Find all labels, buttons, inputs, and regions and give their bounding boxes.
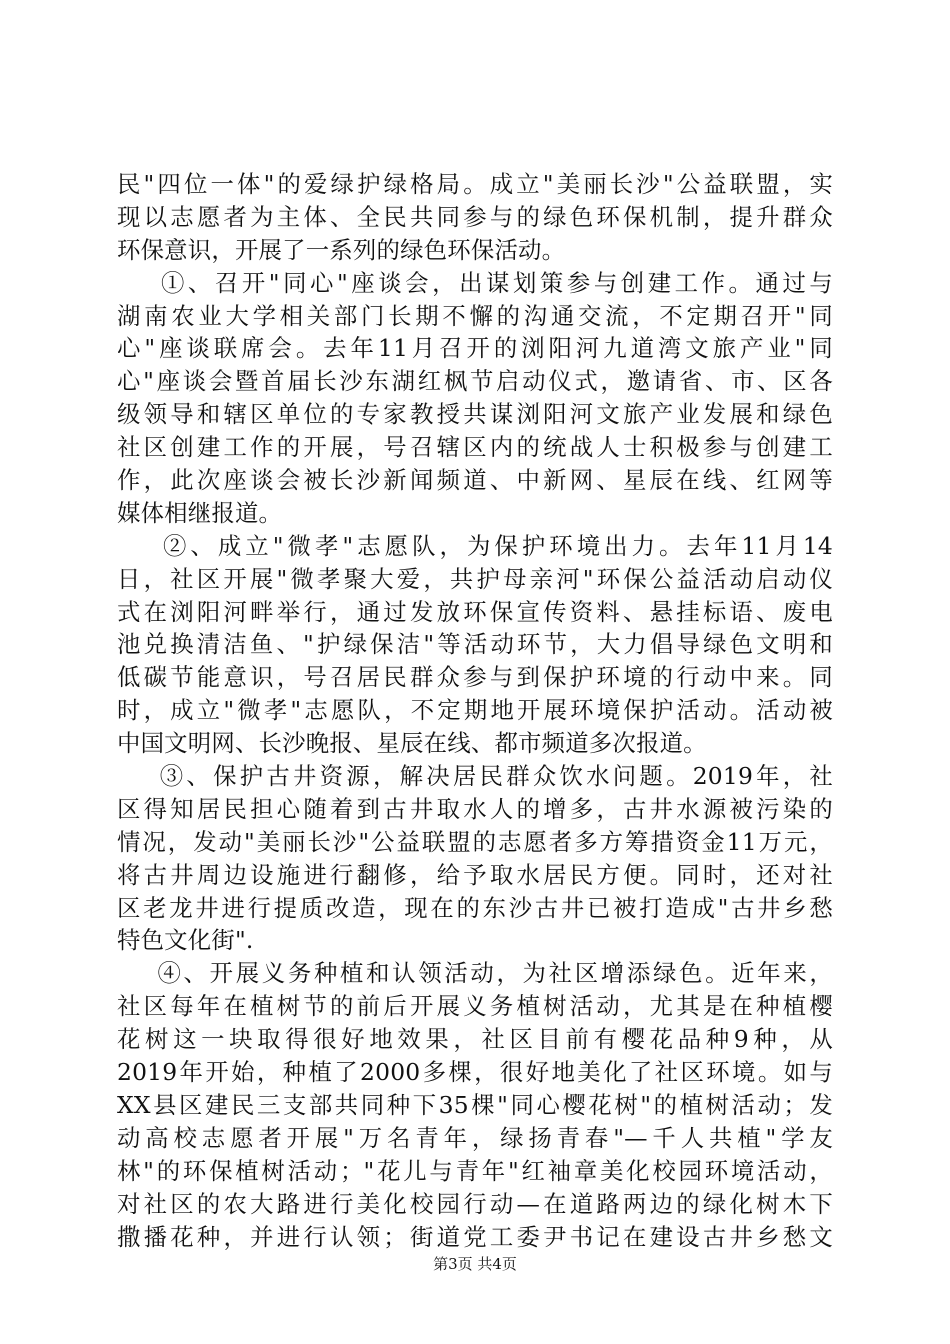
- text-line: 现以志愿者为主体、全民共同参与的绿色环保机制，提升群众: [117, 202, 833, 231]
- text-line: 对社区的农大路进行美化校园行动—在道路两边的绿化树木下: [117, 1189, 833, 1218]
- text-line: 情况，发动"美丽长沙"公益联盟的志愿者多方筹措资金11万元，: [117, 827, 833, 856]
- document-body: [117, 168, 833, 1253]
- text-line: 日，社区开展"微孝聚大爱，共护母亲河"环保公益活动启动仪: [117, 564, 833, 593]
- text-line: 区得知居民担心随着到古井取水人的增多，古井水源被污染的: [117, 794, 833, 823]
- text-line: XX县区建民三支部共同种下35棵"同心樱花树"的植树活动；发: [117, 1090, 833, 1119]
- text-line: 作，此次座谈会被长沙新闻频道、中新网、星辰在线、红网等: [117, 466, 833, 495]
- text-line: 低碳节能意识，号召居民群众参与到保护环境的行动中来。同: [117, 663, 833, 692]
- text-line: 区老龙井进行提质改造，现在的东沙古井已被打造成"古井乡愁: [117, 893, 833, 922]
- text-line: 心"座谈会暨首届长沙东湖红枫节启动仪式，邀请省、市、区各: [117, 367, 833, 396]
- text-line: 民"四位一体"的爱绿护绿格局。成立"美丽长沙"公益联盟，实: [117, 170, 833, 198]
- text-line: 社区每年在植树节的前后开展义务植树活动，尤其是在种植樱: [117, 992, 833, 1021]
- text-line: 式在浏阳河畔举行，通过发放环保宣传资料、悬挂标语、废电: [117, 597, 833, 626]
- text-line: 花树这一块取得很好地效果，社区目前有樱花品种9种，从: [117, 1025, 833, 1054]
- text-line: 林"的环保植树活动；"花儿与青年"红袖章美化校园环境活动，: [117, 1156, 833, 1185]
- text-line: ②、成立"微孝"志愿队，为保护环境出力。去年11月14: [117, 531, 833, 560]
- page-footer: 第3页 共4页: [433, 1255, 517, 1273]
- text-line: ①、召开"同心"座谈会，出谋划策参与创建工作。通过与: [117, 268, 833, 297]
- text-line: 中国文明网、长沙晚报、星辰在线、都市频道多次报道。: [117, 729, 707, 758]
- text-line: 2019年开始，种植了2000多棵，很好地美化了社区环境。如与: [117, 1058, 833, 1087]
- text-line: ④、开展义务种植和认领活动，为社区增添绿色。近年来，: [117, 959, 833, 988]
- text-line: 湖南农业大学相关部门长期不懈的沟通交流，不定期召开"同: [117, 301, 833, 330]
- text-line: 心"座谈联席会。去年11月召开的浏阳河九道湾文旅产业"同: [117, 334, 833, 363]
- text-line: 媒体相继报道。: [117, 498, 283, 527]
- text-line: 将古井周边设施进行翻修，给予取水居民方便。同时，还对社: [117, 860, 833, 889]
- text-line: 环保意识，开展了一系列的绿色环保活动。: [117, 235, 566, 264]
- text-line: 社区创建工作的开展，号召辖区内的统战人士积极参与创建工: [117, 433, 833, 462]
- text-line: 时，成立"微孝"志愿队，不定期地开展环境保护活动。活动被: [117, 696, 833, 725]
- text-line: 动高校志愿者开展"万名青年，绿扬青春"—千人共植"学友: [117, 1123, 833, 1152]
- text-line: 级领导和辖区单位的专家教授共谋浏阳河文旅产业发展和绿色: [117, 400, 833, 429]
- text-line: 池兑换清洁鱼、"护绿保洁"等活动环节，大力倡导绿色文明和: [117, 630, 833, 659]
- text-line: 特色文化街".: [117, 926, 254, 955]
- text-line: ③、保护古井资源，解决居民群众饮水问题。2019年，社: [117, 762, 833, 791]
- text-line: 撒播花种，并进行认领；街道党工委尹书记在建设古井乡愁文: [117, 1222, 833, 1251]
